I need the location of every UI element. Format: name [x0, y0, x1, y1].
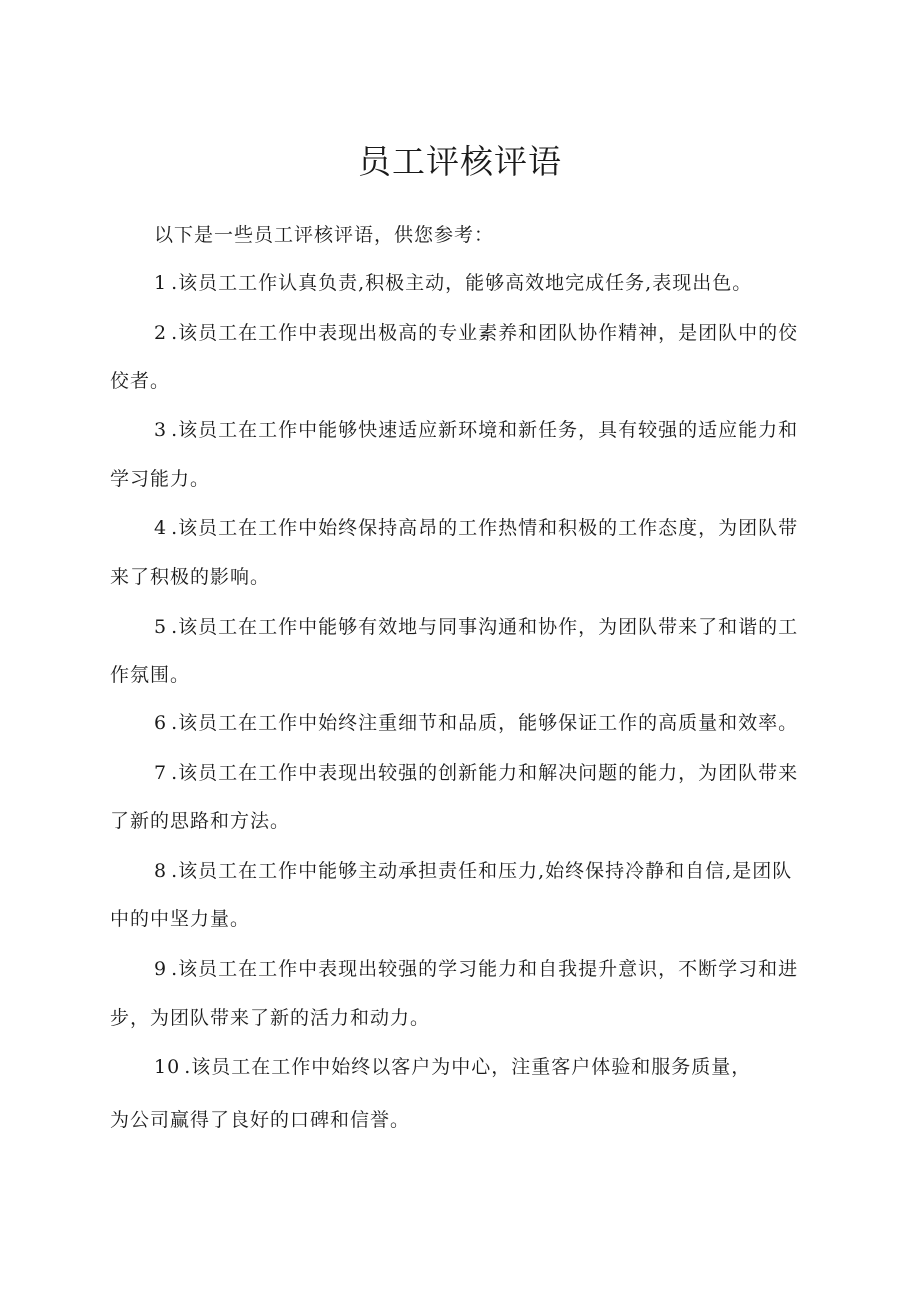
list-item-7	[110, 749, 859, 797]
list-item-4-continuation: 来了积极的影响。	[110, 566, 271, 588]
item-text: .该员工在工作中表现出较强的学习能力和自我提升意识，不断学习和进	[171, 958, 799, 980]
item-number: 9	[154, 958, 168, 980]
item-number: 5	[154, 616, 168, 638]
item-number: 10	[154, 1056, 181, 1078]
list-item-6	[110, 699, 859, 747]
list-item-9	[110, 945, 859, 993]
page-title: 员工评核评语	[358, 142, 562, 182]
list-item-5	[110, 603, 859, 651]
list-item-7-continuation: 了新的思路和方法。	[110, 810, 291, 832]
item-number: 6	[154, 712, 168, 734]
item-text: .该员工在工作中始终保持高昂的工作热情和积极的工作态度，为团队带	[171, 517, 799, 539]
item-number: 1	[154, 272, 168, 294]
item-number: 7	[154, 762, 168, 784]
list-item-10	[110, 1043, 859, 1091]
item-text: .该员工在工作中表现出较强的创新能力和解决问题的能力，为团队带来	[171, 762, 799, 784]
item-number: 4	[154, 517, 168, 539]
list-item-9-continuation: 步，为团队带来了新的活力和动力。	[110, 1007, 431, 1029]
list-item-5-continuation: 作氛围。	[110, 664, 191, 686]
list-item-1	[110, 259, 859, 307]
list-item-4	[110, 504, 859, 552]
list-item-3-continuation: 学习能力。	[110, 468, 211, 490]
item-number: 2	[154, 322, 168, 344]
item-text: .该员工在工作中能够有效地与同事沟通和协作，为团队带来了和谐的工	[171, 616, 799, 638]
list-item-3	[110, 406, 859, 454]
item-number: 8	[154, 860, 168, 882]
intro-text: 以下是一些员工评核评语，供您参考：	[154, 224, 495, 246]
item-text: .该员工在工作中表现出极高的专业素养和团队协作精神，是团队中的佼	[171, 322, 799, 344]
item-number: 3	[154, 419, 168, 441]
list-item-8	[110, 847, 859, 895]
item-text: .该员工在工作中始终注重细节和品质，能够保证工作的高质量和效率。	[171, 712, 799, 734]
item-text: .该员工在工作中能够快速适应新环境和新任务，具有较强的适应能力和	[171, 419, 799, 441]
item-text: .该员工工作认真负责,积极主动，能够高效地完成任务,表现出色。	[171, 272, 753, 294]
list-item-10-continuation: 为公司赢得了良好的口碑和信誉。	[110, 1109, 411, 1131]
item-text: .该员工在工作中始终以客户为中心，注重客户体验和服务质量，	[184, 1056, 752, 1078]
list-item-8-continuation: 中的中坚力量。	[110, 908, 251, 930]
list-item-2-continuation: 佼者。	[110, 370, 171, 392]
list-item-2	[110, 309, 859, 357]
item-text: .该员工在工作中能够主动承担责任和压力,始终保持冷静和自信,是团队	[171, 860, 793, 882]
